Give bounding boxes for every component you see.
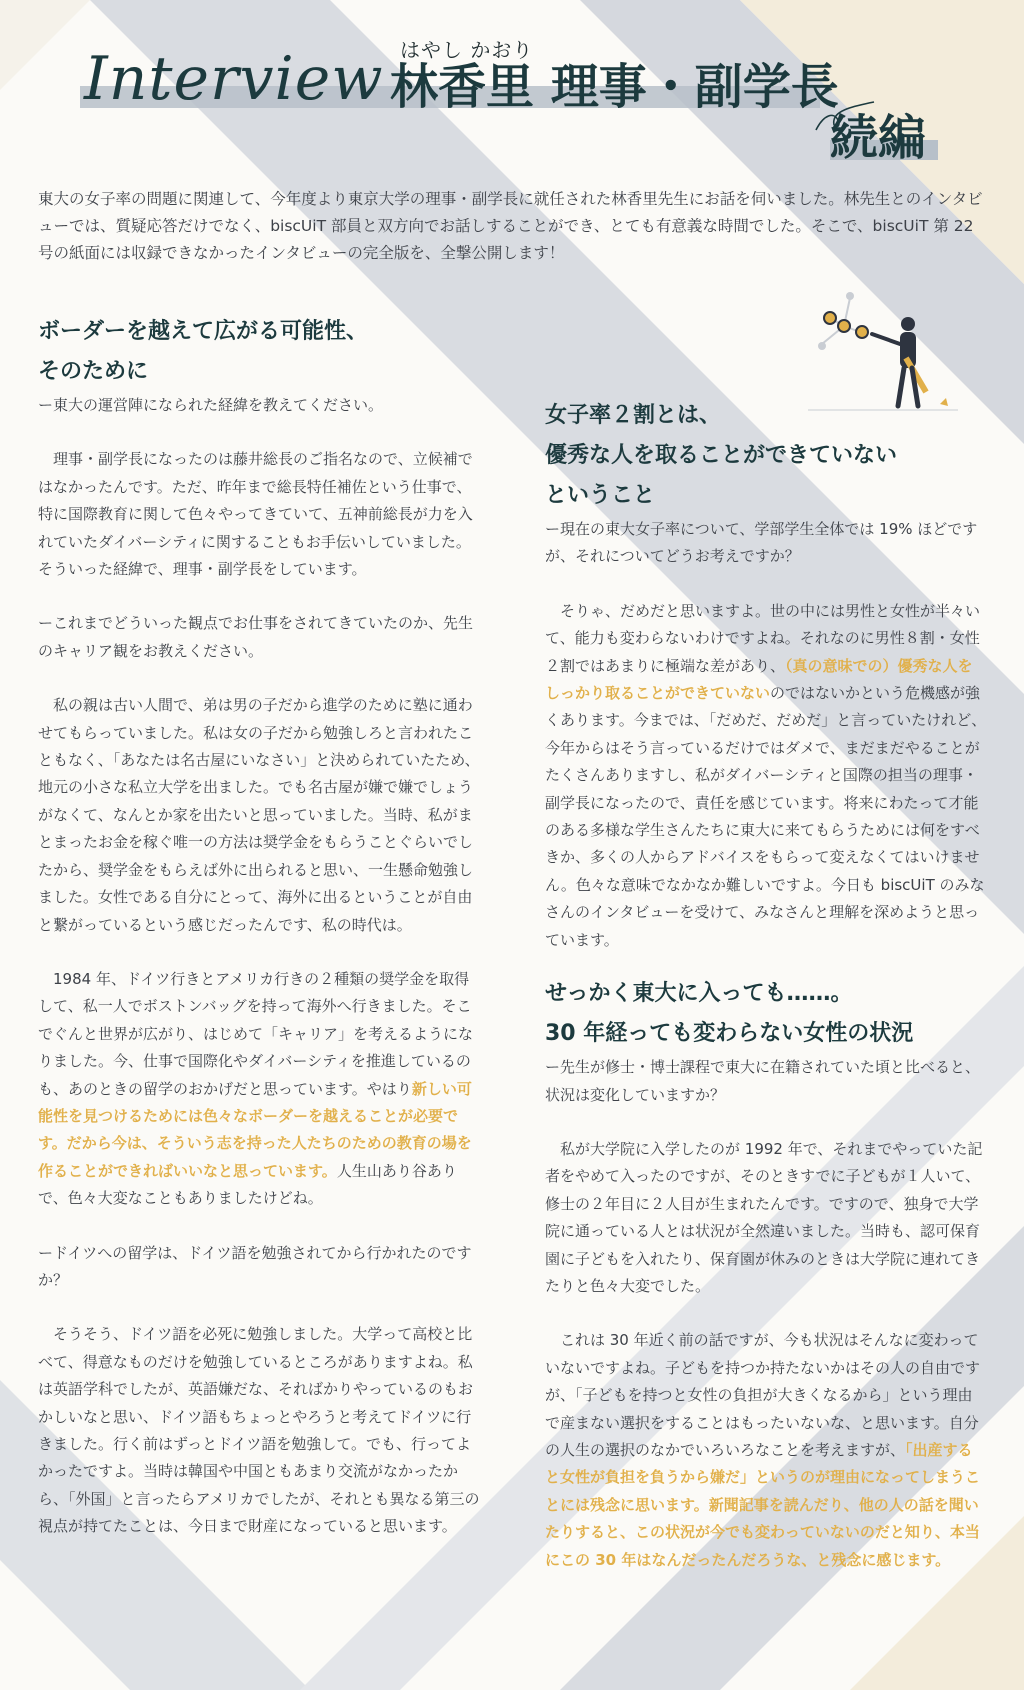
question: ーこれまでどういった観点でお仕事をされてきていたのか、先生のキャリア観をお教えください。	[38, 614, 474, 660]
section-heading: 優秀な人を取ることができていない	[545, 443, 898, 468]
question: ー現在の東大女子率について、学部学生全体では 19% ほどですが、それについてどうお考えですか？	[545, 520, 978, 566]
highlight-text: 新しい可能性を見つけるためには色々なボーダーを越えることが必要です。だから今は、そういう志を持った人たちのための教育の場を作ることができればいいなと思っています。	[38, 1079, 472, 1180]
right-column	[545, 396, 987, 1574]
name-ruby: はやし かおり	[400, 38, 534, 62]
answer: 私の親は古い人間で、弟は男の子だから進学のために塾に通わせてもらっていました。私は女の子だから勉強しろと言われたこともなく、「あなたは名古屋にいなさい」と決められていたため、地元の小さな私立大学を出ました。でも名古屋が嫌で嫌でしょうがなくて、なんとか家を出たいと思っていました。当時、私がまとまったお金を稼ぐ唯一の方法は奨学金をもらうことぐらいでしたから、奨学金をもらえば外に出られると思い、一生懸命勉強しました。女性である自分にとって、海外に出るということが自由と繋がっているという感じだったんです、私の時代は。	[38, 696, 480, 934]
intro-paragraph: 東大の女子率の問題に関連して、今年度より東京大学の理事・副学長に就任された林香里先生にお話を伺いました。林先生とのインタビューでは、質疑応答だけでなく、biscUiT 部員と双方向でお話しすることができ、とても有意義な時間でした。そこで、biscUiT 第 22号の紙面には収録できなかったインタビューの完全版を、全撃公開します！	[38, 190, 983, 262]
answer: そうそう、ドイツ語を必死に勉強しました。大学って高校と比べて、得意なものだけを勉強しているところがありますよね。私は英語学科でしたが、英語嫌だな、そればかりやっているのもおかしいなと思い、ドイツ語もちょっとやろうと考えてドイツに行きました。行く前はずっとドイツ語を勉強して。でも、行ってよかったですよ。当時は韓国や中国ともあまり交流がなかったから、「外国」と言ったらアメリカでしたが、それとも異なる第三の視点が持てたことは、今日まで財産になっていると思います。	[38, 1325, 480, 1536]
sequel-label: 続編	[830, 110, 927, 166]
section-heading: せっかく東大に入っても……。	[545, 981, 853, 1007]
section-heading: ということ	[545, 483, 656, 508]
question: ー東大の運営陣になられた経緯を教えてください。	[38, 396, 384, 414]
section-heading: ボーダーを越えて広がる可能性、	[38, 319, 369, 344]
answer: 理事・副学長になったのは藤井総長のご指名なので、立候補ではなかったんです。ただ、昨年まで総長特任補佐という仕事で、特に国際教育に関して色々やってきていて、五神前総長が力を入れていたダイバーシティに関することもお手伝いしていました。そういった経緯で、理事・副学長をしています。	[38, 450, 473, 579]
answer: 1984 年、ドイツ行きとアメリカ行きの２種類の奨学金を取得して、私一人でボストンバッグを持って海外へ行きました。そこでぐんと世界が広がり、はじめて「キャリア」を考えるようになりました。今、仕事で国際化やダイバーシティを推進しているのも、あのときの留学のおかげだと思っています。やはり新しい可能性を見つけるためには色々なボーダーを越えることが必要です。だから今は、そういう志を持った人たちのための教育の場を作ることができればいいなと思っています。人生山あり谷ありで、色々大変なこともありましたけどね。	[38, 969, 474, 1208]
question: ードイツへの留学は、ドイツ語を勉強されてから行かれたのですか？	[38, 1243, 472, 1289]
answer: これは 30 年近く前の話ですが、今も状況はそんなに変わっていないですよね。子どもを持つか持たないかはその人の自由ですが、「子どもを持つと女性の負担が大きくなるから」という理由で産まない選択をすることはもったいないな、と思います。自分の人生の選択のなかでいろいろなことを考えますが、「出産すると女性が負担を負うから嫌だ」というのが理由になってしまうことには残念に思います。新聞記事を読んだり、他の人の話を聞いたりすると、この状況が今でも変わっていないのだと知り、本当にこの 30 年はなんだったんだろうな、と残念に感じます。	[545, 1331, 981, 1569]
answer: 私が大学院に入学したのが 1992 年で、それまでやっていた記者をやめて入ったのですが、そのときすでに子どもが１人いて、修士の２年目に２人目が生まれたんです。ですので、独身で大学院に通っている人とは状況が全然違いました。当時も、認可保育園に子どもを入れたり、保育園が休みのときは大学院に連れてきたりと色々大変でした。	[545, 1139, 983, 1295]
highlight-text: （真の意味での）優秀な人をしっかり取ることができていない	[545, 656, 973, 703]
answer: そりゃ、だめだと思いますよ。世の中には男性と女性が半々いて、能力も変わらないわけですよね。それなのに男性８割・女性２割ではあまりに極端な差があり、（真の意味での）優秀な人をしっかり取ることができていないのではないかという危機感が強くあります。今までは、「だめだ、だめだ」と言っていたけれど、今年からはそう言っているだけではダメで、まだまだやることがたくさんありますし、私がダイバーシティと国際の担当の理事・副学長になったので、責任を感じています。将来にわたって才能のある多様な学生さんたちに東大に来てもらうためには何をすべきか、多くの人からアドバイスをもらって変えなくてはいけません。色々な意味でなかなか難しいですよ。今日も biscUiT のみなさんのインタビューを受けて、みなさんと理解を深めようと思っています。	[545, 601, 987, 949]
highlight-text: 「出産すると女性が負担を負うから嫌だ」というのが理由になってしまうことには残念に思います。新聞記事を読んだり、他の人の話を聞いたりすると、この状況が今でも変わっていないのだと知り、本当にこの 30 年はなんだったんだろうな、と残念に感じます。	[545, 1440, 981, 1569]
question: ー先生が修士・博士課程で東大に在籍されていた頃と比べると、状況は変化していますか？	[545, 1058, 981, 1104]
section-heading: 女子率２割とは、	[545, 403, 722, 428]
section-heading: 30 年経っても変わらない女性の状況	[545, 1021, 914, 1047]
interview-title: Interview	[84, 44, 384, 114]
interviewee-name: 林香里 理事・副学長	[390, 59, 839, 115]
left-column	[38, 312, 480, 1541]
section-heading: そのために	[38, 359, 149, 384]
